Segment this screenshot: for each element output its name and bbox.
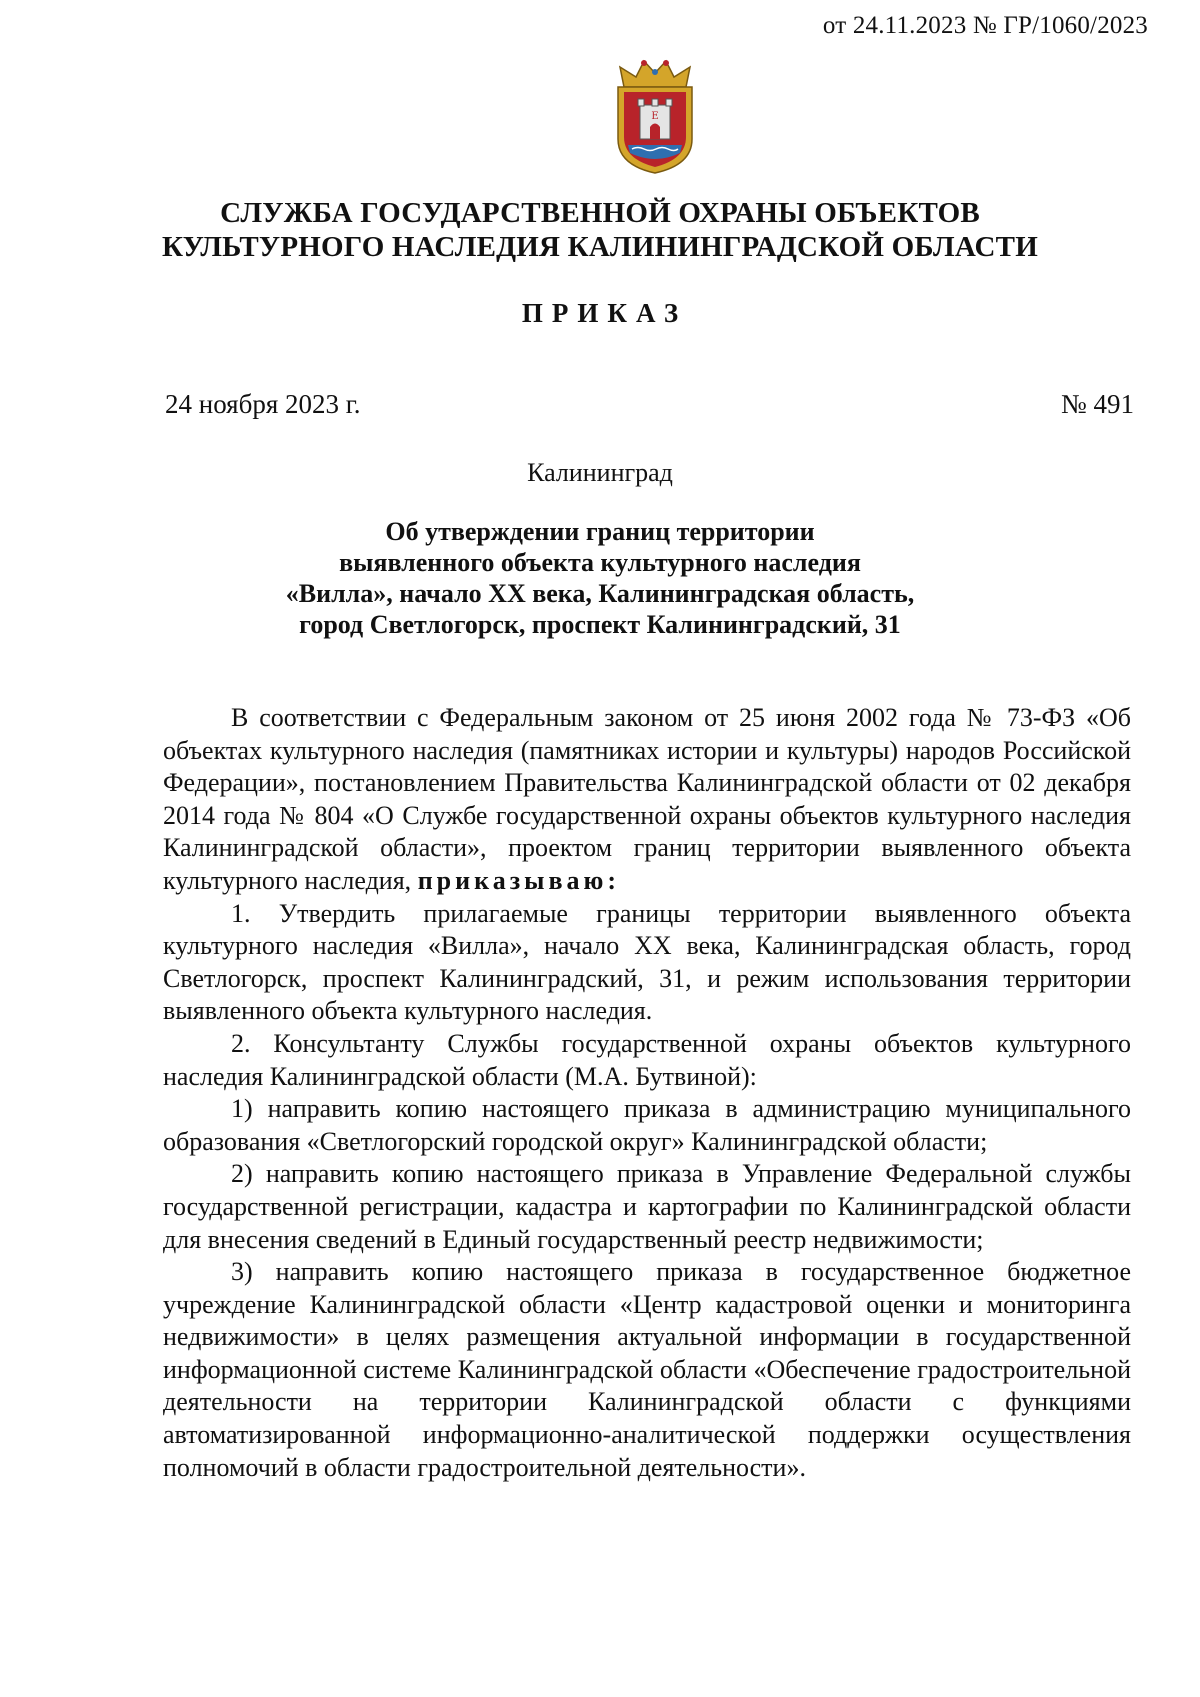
kaliningrad-region-coat-of-arms-icon [606,57,704,175]
item-2-3: 3) направить копию настоящего приказа в государственное бюджетное учреждение Калининградской области «Центр кадастровой оценки и мониторинга недвижимости» в целях размещения актуальной информации в государственной информационной системе Калининградской области «Обеспечение градостроительной деятельности на территории Калининградской области с функциями автоматизированной информационно-аналитической поддержки осуществления полномочий в области градостроительной деятельности». [163,1257,1131,1482]
order-word: приказываю [417,865,608,895]
svg-text:Е: Е [651,111,659,122]
document-number: № 491 [1060,389,1134,419]
subject-line2: выявленного объекта культурного наследия [339,548,861,577]
item-1: 1. Утвердить прилагаемые границы территории выявленного объекта культурного наследия «Вилла», начало XX века, Калининградская область, город Светлогорск, проспект Калининградский, 31, и режим использования территории выявленного объекта культурного наследия. [163,898,1131,1026]
organization-name-line2: КУЛЬТУРНОГО НАСЛЕДИЯ КАЛИНИНГРАДСКОЙ ОБЛАСТИ [162,231,1038,263]
organization-name-line1: СЛУЖБА ГОСУДАРСТВЕННОЙ ОХРАНЫ ОБЪЕКТОВ [220,197,980,229]
item-2-2: 2) направить копию настоящего приказа в Управление Федеральной службы государственной регистрации, кадастра и картографии по Калининградской области для внесения сведений в Единый государственный реестр недвижимости; [163,1159,1131,1254]
document-city: Калининград [527,458,673,487]
document-body [163,702,1131,1484]
subject-line4: город Светлогорск, проспект Калининградский, 31 [299,610,901,639]
organization-name [0,196,1200,264]
preamble-text: В соответствии с Федеральным законом от 25 июня 2002 года № 73-ФЗ «Об объектах культурного наследия (памятниках истории и культуры) народов Российской Федерации», постановлением Правительства Калининградской области от 02 декабря 2014 года № 804 «О Службе государственной охраны объектов культурного наследия Калининградской области», проектом границ территории выявленного объекта культурного наследия, [163,703,1131,895]
order-word-colon: : [607,865,617,895]
registration-stamp: от 24.11.2023 № ГР/1060/2023 [822,12,1148,39]
preamble-paragraph [163,702,1131,898]
subject-line3: «Вилла», начало XX века, Калининградская область, [285,579,915,608]
document-type: ПРИКАЗ [521,298,688,328]
item-2-1: 1) направить копию настоящего приказа в администрацию муниципального образования «Светлогорский городской округ» Калининградской области; [163,1094,1131,1156]
subject-line1: Об утверждении границ территории [385,517,815,546]
item-2: 2. Консультанту Службы государственной охраны объектов культурного наследия Калининградской области (М.А. Бутвиной): [163,1028,1131,1091]
document-subject [0,516,1200,640]
document-date: 24 ноября 2023 г. [165,389,361,419]
